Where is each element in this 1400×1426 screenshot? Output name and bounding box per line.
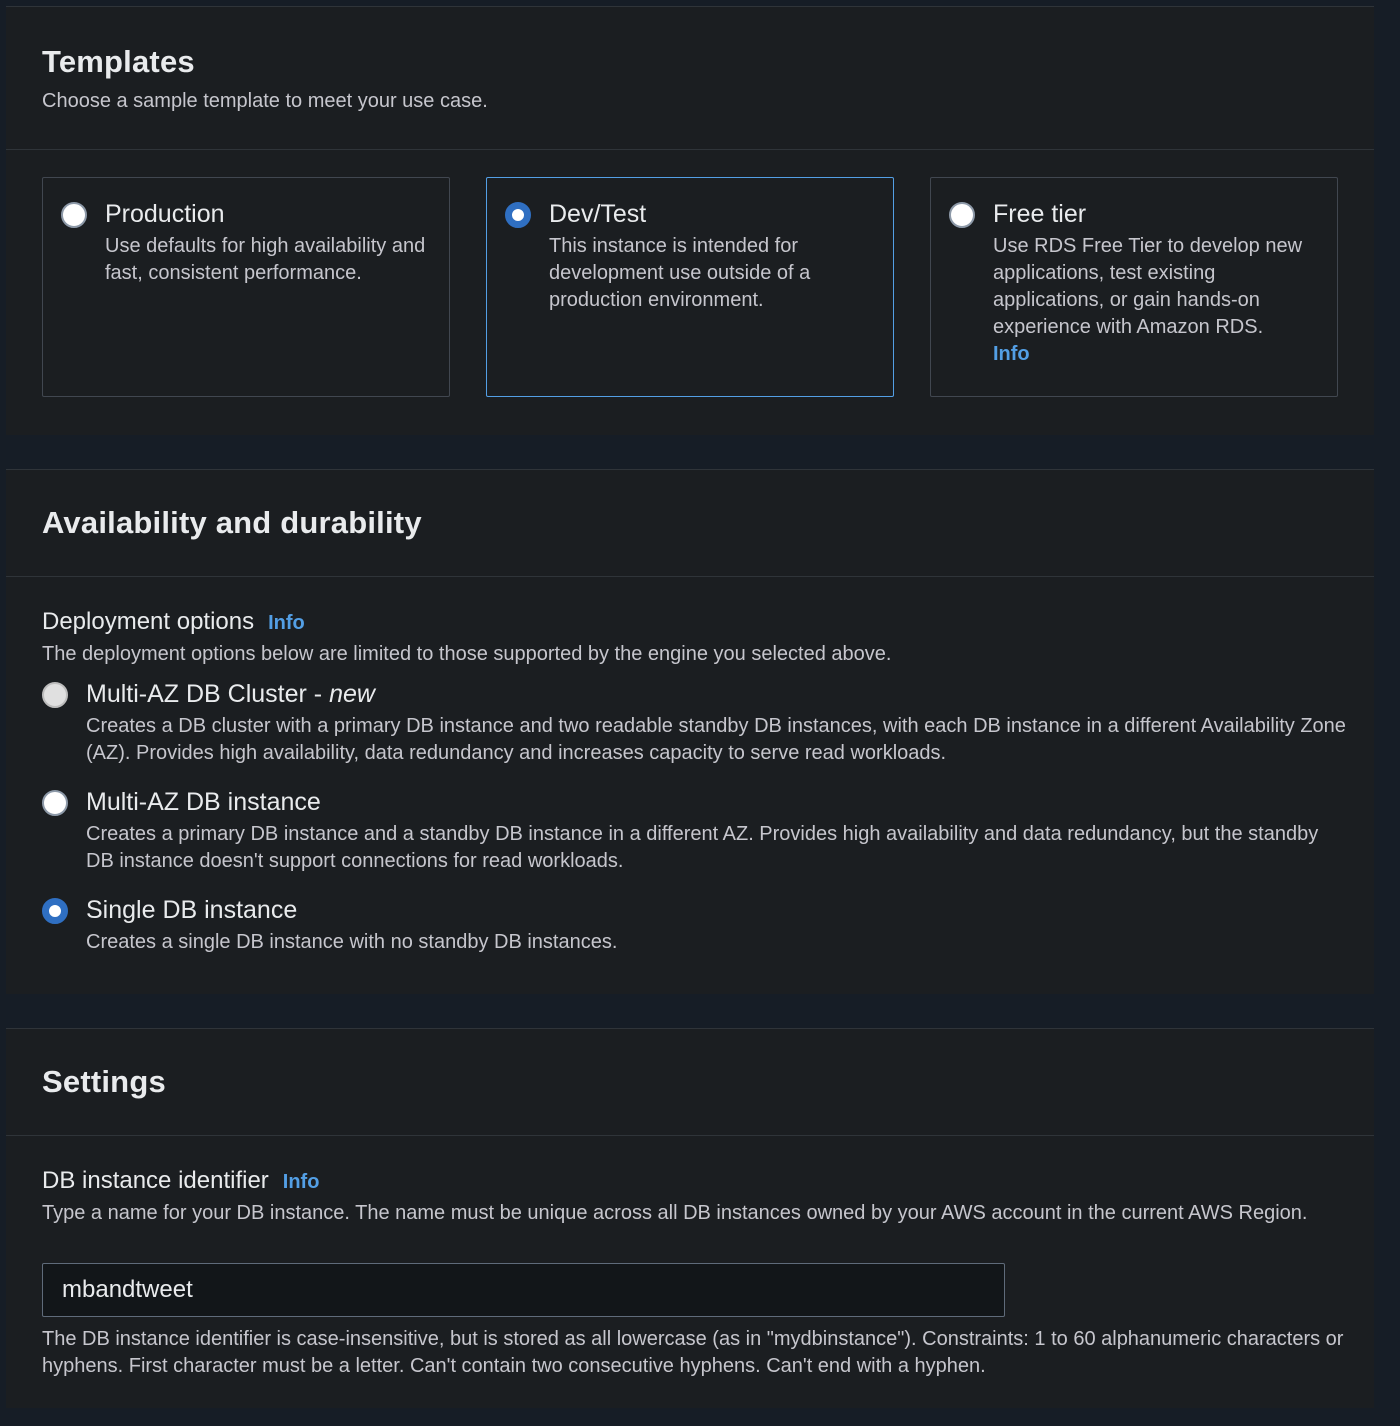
template-tile-production[interactable] xyxy=(42,177,450,397)
divider xyxy=(6,6,1374,7)
templates-subtitle: Choose a sample template to meet your use case. xyxy=(42,90,488,112)
settings-panel xyxy=(6,1028,1374,1408)
divider xyxy=(6,1028,1374,1029)
db-identifier-info-link[interactable]: Info xyxy=(282,1171,320,1193)
radio-multi-az-instance[interactable] xyxy=(42,790,68,816)
tile-description: This instance is intended for development use outside of a production environment. xyxy=(549,235,811,311)
radio-multi-az-cluster[interactable] xyxy=(42,682,68,708)
option-title-multi-az-instance: Multi-AZ DB instance xyxy=(86,788,321,816)
db-identifier-description: Type a name for your DB instance. The name must be unique across all DB instances owned by your AWS account in the current AWS Region. xyxy=(42,1202,1308,1224)
db-identifier-label xyxy=(42,1167,319,1195)
tile-description: Use defaults for high availability and fast, consistent performance. xyxy=(105,235,426,284)
option-desc-single-instance: Creates a single DB instance with no standby DB instances. xyxy=(86,931,618,953)
tile-title: Free tier xyxy=(993,200,1087,228)
template-tile-free-tier[interactable] xyxy=(930,177,1338,397)
divider xyxy=(6,1135,1374,1136)
db-identifier-constraints: The DB instance identifier is case-insensitive, but is stored as all lowercase (as in "mydbinstance"). Constraints: 1 to 60 alphanumeric characters or hyphens. First character must be a letter. Can't contain two consecutive hyphens. Can't end with a hyphen. xyxy=(42,1328,1344,1377)
templates-heading: Templates xyxy=(42,44,195,79)
radio-devtest[interactable] xyxy=(505,202,531,228)
radio-free-tier[interactable] xyxy=(949,202,975,228)
option-desc-multi-az-cluster: Creates a DB cluster with a primary DB instance and two readable standby DB instances, with each DB instance in a different Availability Zone (AZ). Provides high availability, data redundancy and increases capacity to serve read workloads. xyxy=(86,715,1346,764)
radio-production[interactable] xyxy=(61,202,87,228)
db-identifier-input[interactable] xyxy=(42,1263,1005,1317)
templates-panel xyxy=(6,6,1374,435)
settings-heading: Settings xyxy=(42,1064,166,1099)
deployment-options-label xyxy=(42,608,305,636)
availability-panel xyxy=(6,469,1374,994)
availability-heading: Availability and durability xyxy=(42,505,422,540)
tile-title: Production xyxy=(105,200,225,228)
db-identifier-label-text: DB instance identifier xyxy=(42,1167,269,1194)
tile-description-text: Use RDS Free Tier to develop new applications, test existing applications, or gain hands-on experience with Amazon RDS. xyxy=(993,235,1303,338)
option-title-single-instance: Single DB instance xyxy=(86,896,298,924)
radio-single-instance[interactable] xyxy=(42,898,68,924)
divider xyxy=(6,469,1374,470)
tile-description xyxy=(993,233,1313,368)
option-title-multi-az-cluster xyxy=(86,680,375,709)
free-tier-info-link[interactable]: Info xyxy=(993,343,1030,365)
template-tile-devtest[interactable] xyxy=(486,177,894,397)
new-tag: new xyxy=(329,680,375,708)
divider xyxy=(6,576,1374,577)
deployment-options-text: Deployment options xyxy=(42,608,255,635)
deployment-options-description: The deployment options below are limited to those supported by the engine you selected above. xyxy=(42,643,892,665)
deployment-info-link[interactable]: Info xyxy=(268,612,305,634)
divider xyxy=(6,149,1374,150)
option-title-text: Multi-AZ DB Cluster - xyxy=(86,680,330,708)
option-desc-multi-az-instance: Creates a primary DB instance and a standby DB instance in a different AZ. Provides high availability and data redundancy, but the standby DB instance doesn't support connections for read workloads. xyxy=(86,823,1319,872)
tile-title: Dev/Test xyxy=(549,200,647,228)
